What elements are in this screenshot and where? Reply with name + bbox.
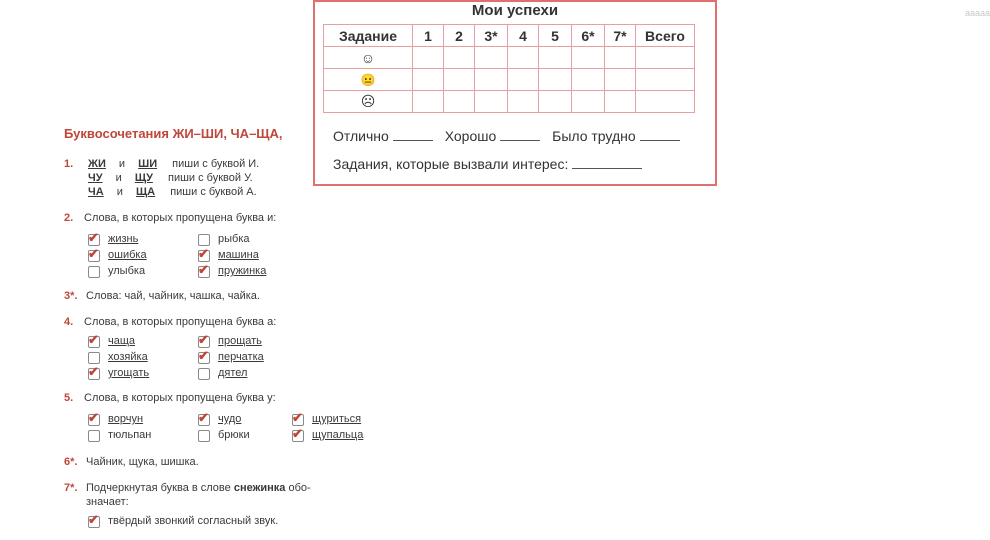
task-2-checkbox[interactable]: [198, 250, 210, 262]
task-5-checkbox[interactable]: [88, 414, 100, 426]
cell[interactable]: [605, 69, 636, 91]
task-4-checkbox[interactable]: [198, 352, 210, 364]
results-header-row: [324, 25, 695, 47]
task-5-checkbox[interactable]: [88, 430, 100, 442]
task-6-text: Чайник, щука, шишка.: [86, 456, 199, 468]
header-cell: Всего: [636, 25, 695, 47]
task-2-checkbox[interactable]: [198, 266, 210, 278]
task-7-line1-end: обо-: [288, 482, 311, 494]
conjunction: и: [118, 158, 126, 170]
cell[interactable]: [508, 91, 539, 113]
results-row-sad: [324, 91, 695, 113]
faint-text: ааааа: [965, 8, 990, 18]
conjunction: и: [115, 172, 122, 184]
task-5-checkbox[interactable]: [292, 414, 304, 426]
cell[interactable]: [413, 91, 444, 113]
grade-blank[interactable]: [500, 140, 540, 141]
cell[interactable]: [539, 91, 572, 113]
syllable-b: ШИ: [138, 158, 158, 170]
task-7-checkbox[interactable]: [88, 516, 100, 528]
task-2-text: Слова, в которых пропущена буква и:: [84, 212, 277, 224]
sad-face-icon: ☹: [324, 91, 413, 113]
task-1-row: [88, 172, 253, 184]
rule-text: пиши с буквой А.: [170, 186, 257, 198]
task-5-checkbox[interactable]: [198, 414, 210, 426]
task-2-option: ошибка: [108, 249, 147, 261]
task-1-row: [88, 186, 257, 198]
task-5-option: чудо: [218, 413, 242, 425]
task-7-line1: [86, 482, 311, 494]
task-2-option: жизнь: [108, 233, 139, 245]
cell[interactable]: [413, 47, 444, 69]
task-5-checkbox[interactable]: [292, 430, 304, 442]
syllable-b: ЩА: [135, 186, 156, 198]
task-2-option: пружинка: [218, 265, 267, 277]
cell[interactable]: [572, 69, 605, 91]
task-4-option: прощать: [218, 335, 262, 347]
header-cell: 7*: [605, 25, 636, 47]
task-4-checkbox[interactable]: [88, 352, 100, 364]
rule-text: пиши с буквой У.: [167, 172, 253, 184]
cell[interactable]: [444, 47, 475, 69]
task-1-row: [88, 158, 259, 170]
smile-face-icon: ☺: [324, 47, 413, 69]
task-7-word: снежинка: [233, 482, 286, 494]
interest-blank[interactable]: [572, 168, 642, 169]
results-box: [313, 0, 990, 186]
cell[interactable]: [508, 69, 539, 91]
task-2-checkbox[interactable]: [88, 250, 100, 262]
cell[interactable]: [572, 47, 605, 69]
task-2-checkbox[interactable]: [88, 234, 100, 246]
cell[interactable]: [475, 69, 508, 91]
syllable-a: ЧА: [88, 186, 104, 198]
task-2-option: улыбка: [108, 265, 146, 277]
cell[interactable]: [636, 47, 695, 69]
rule-text: пиши с буквой И.: [172, 158, 260, 170]
header-cell: Задание: [324, 25, 413, 47]
section-heading: Буквосочетания ЖИ–ШИ, ЧА–ЩА,: [64, 126, 283, 141]
neutral-face-icon: 😐: [324, 69, 413, 91]
task-7-number: 7*.: [64, 482, 78, 494]
cell[interactable]: [444, 91, 475, 113]
task-7-answer: твёрдый звонкий согласный звук.: [108, 515, 279, 527]
grade-good: Хорошо: [444, 128, 497, 144]
cell[interactable]: [636, 69, 695, 91]
task-4-option: чаща: [108, 335, 136, 347]
cell[interactable]: [475, 91, 508, 113]
task-5-option: ворчун: [108, 413, 144, 425]
task-5-checkbox[interactable]: [198, 430, 210, 442]
cell[interactable]: [539, 69, 572, 91]
task-4-checkbox[interactable]: [198, 336, 210, 348]
syllable-a: ЖИ: [88, 158, 106, 170]
task-1-number: 1.: [64, 158, 74, 170]
task-3-number: 3*.: [64, 290, 78, 302]
interest-label: Задания, которые вызвали интерес:: [333, 156, 569, 172]
cell[interactable]: [572, 91, 605, 113]
task-2-checkbox[interactable]: [198, 234, 210, 246]
task-5-text: Слова, в которых пропущена буква у:: [84, 392, 276, 404]
task-3-text: Слова: чай, чайник, чашка, чайка.: [86, 290, 260, 302]
cell[interactable]: [444, 69, 475, 91]
task-5-option: щупальца: [312, 429, 364, 441]
task-4-checkbox[interactable]: [198, 368, 210, 380]
cell[interactable]: [508, 47, 539, 69]
header-cell: 2: [444, 25, 475, 47]
header-cell: 6*: [572, 25, 605, 47]
task-4-option: хозяйка: [108, 351, 148, 363]
header-cell: 4: [508, 25, 539, 47]
cell[interactable]: [475, 47, 508, 69]
cell[interactable]: [605, 47, 636, 69]
grade-hard: Было трудно: [552, 128, 636, 144]
header-cell: 5: [539, 25, 572, 47]
task-5-option: брюки: [218, 429, 250, 441]
results-row-smile: [324, 47, 695, 69]
task-2-option: рыбка: [218, 233, 250, 245]
task-4-option: перчатка: [218, 351, 264, 363]
task-7-text: Подчеркнутая буква в слове: [86, 482, 231, 494]
task-4-checkbox[interactable]: [88, 336, 100, 348]
task-4-checkbox[interactable]: [88, 368, 100, 380]
results-table: [323, 24, 695, 113]
task-4-option: дятел: [218, 367, 248, 379]
grade-options: [333, 128, 688, 144]
syllable-b: ЩУ: [134, 172, 153, 184]
task-4-number: 4.: [64, 316, 74, 328]
grade-blank[interactable]: [393, 140, 433, 141]
header-cell: 1: [413, 25, 444, 47]
interest-line: [333, 156, 650, 172]
task-4-option: угощать: [108, 367, 150, 379]
cell[interactable]: [539, 47, 572, 69]
task-5-number: 5.: [64, 392, 74, 404]
cell[interactable]: [413, 69, 444, 91]
task-4-text: Слова, в которых пропущена буква а:: [84, 316, 277, 328]
task-5-option: тюльпан: [108, 429, 152, 441]
results-row-neutral: [324, 69, 695, 91]
task-5-option: щуриться: [312, 413, 362, 425]
cell[interactable]: [605, 91, 636, 113]
task-2-number: 2.: [64, 212, 74, 224]
task-2-checkbox[interactable]: [88, 266, 100, 278]
grade-blank[interactable]: [640, 140, 680, 141]
task-6-number: 6*.: [64, 456, 78, 468]
task-2-option: машина: [218, 249, 259, 261]
grade-excellent: Отлично: [333, 128, 389, 144]
header-cell: 3*: [475, 25, 508, 47]
task-7-line2: значает:: [86, 496, 129, 508]
syllable-a: ЧУ: [88, 172, 103, 184]
cell[interactable]: [636, 91, 695, 113]
conjunction: и: [116, 186, 123, 198]
results-title: Мои успехи: [471, 2, 559, 19]
